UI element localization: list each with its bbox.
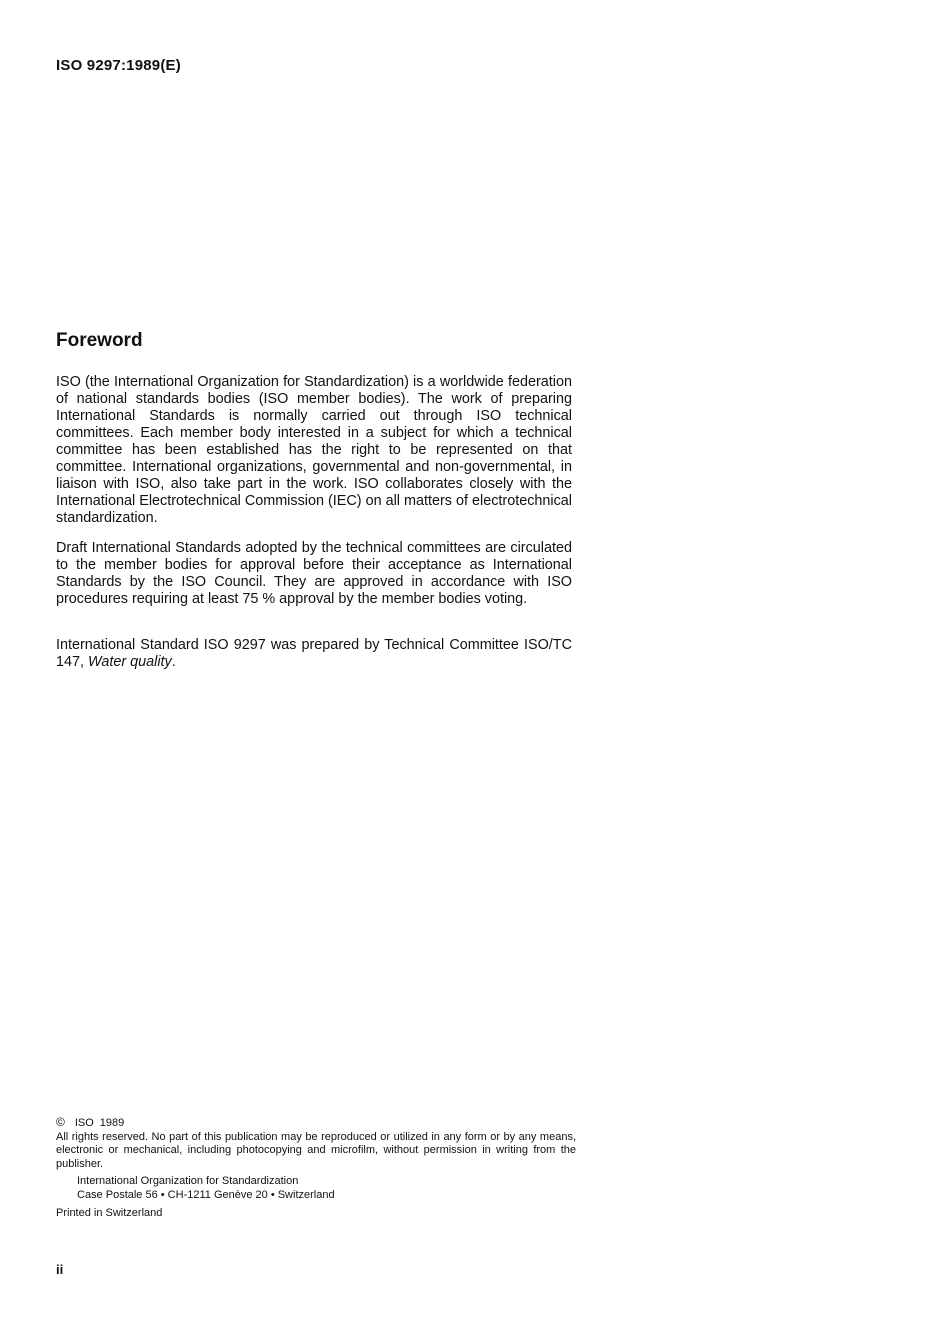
page-number: ii: [56, 1262, 64, 1277]
paragraph-3-end: .: [171, 654, 176, 670]
committee-name: Water quality: [88, 654, 172, 670]
publisher-address: [77, 1175, 576, 1202]
foreword-paragraph-3: [56, 637, 572, 671]
publisher-postal-address: Case Postale 56 • CH-1211 Genève 20 • Switzerland: [77, 1188, 335, 1201]
foreword-heading: Foreword: [56, 330, 143, 351]
printed-in: Printed in Switzerland: [56, 1206, 163, 1219]
rights-notice: All rights reserved. No part of this publication may be reproduced or utilized in any form or by any means, electronic or mechanical, including photocopying and microfilm, without permission in writing from the publisher.: [56, 1130, 576, 1170]
foreword-paragraph-2: Draft International Standards adopted by the technical committees are circulated to the member bodies for approval before their acceptance as International Standards by the ISO Council. They are approved in accordance with ISO procedures requiring at least 75 % approval by the member bodies voting.: [56, 540, 572, 607]
foreword-paragraph-1: ISO (the International Organization for Standardization) is a worldwide federation of national standards bodies (ISO member bodies). The work of preparing International Standards is normally carried out through ISO technical committees. Each member body interested in a subject for which a technical committee has been established has the right to be represented on that committee. International organizations, governmental and non-governmental, in liaison with ISO, also take part in the work. ISO collaborates closely with the International Electrotechnical Commission (IEC) on all matters of electrotechnical standardization.: [56, 374, 572, 526]
copyright-owner: ISO: [74, 1117, 94, 1129]
document-id: ISO 9297:1989(E): [56, 57, 181, 74]
paragraph-3-text: International Standard ISO 9297 was prepared by Technical Committee ISO/TC 147,: [56, 637, 572, 670]
copyright-year: 1989: [99, 1117, 125, 1129]
copyright-line: [56, 1116, 576, 1131]
copyright-symbol: ©: [56, 1115, 65, 1129]
copyright-block: [56, 1116, 576, 1220]
publisher-name: International Organization for Standardization: [77, 1175, 299, 1188]
